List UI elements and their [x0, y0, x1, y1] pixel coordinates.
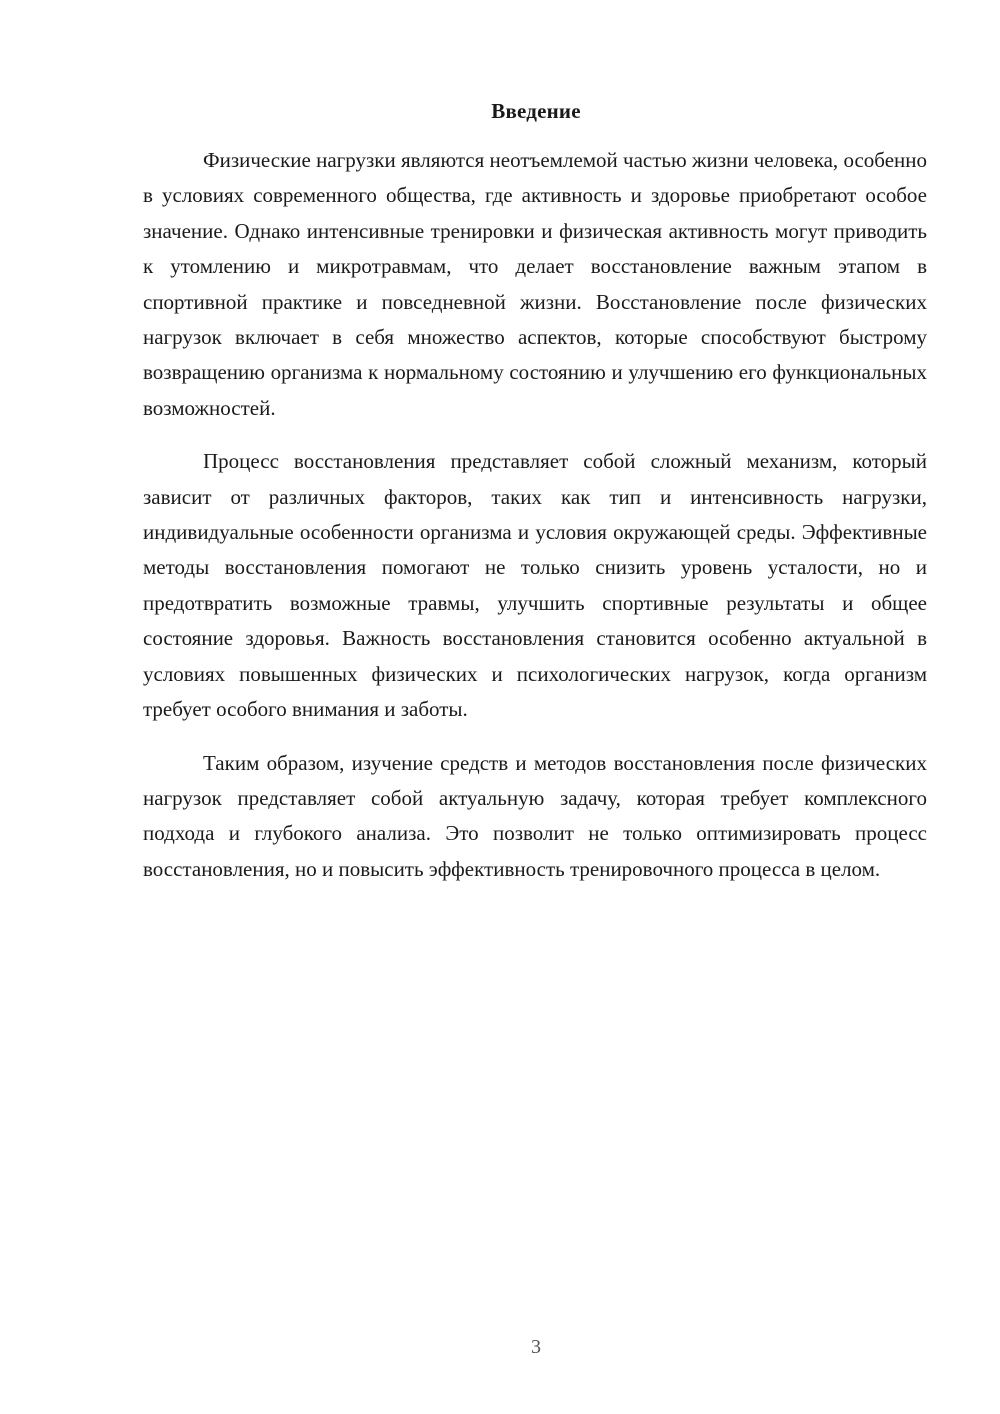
paragraph-1: Физические нагрузки являются неотъемлемой частью жизни человека, особенно в условиях современного общества, где активность и здоровье приобретают особое значение. Однако интенсивные тренировки и физическая активность могут приводить к утомлению и микротравмам, что делает восстановление важным этапом в спортивной практике и повседневной жизни. Восстановление после физических нагрузок включает в себя множество аспектов, которые способствуют быстрому возвращению организма к нормальному состоянию и улучшению его функциональных возможностей. — [143, 148, 927, 420]
page-number: 3 — [531, 1336, 541, 1358]
section-heading: Введение — [491, 99, 581, 123]
paragraph-3: Таким образом, изучение средств и методов восстановления после физических нагрузок представляет собой актуальную задачу, которая требует комплексного подхода и глубокого анализа. Это позволит не только оптимизировать процесс восстановления, но и повысить эффективность тренировочного процесса в целом. — [143, 750, 927, 881]
paragraph-2: Процесс восстановления представляет собой сложный механизм, который зависит от различных факторов, таких как тип и интенсивность нагрузки, индивидуальные особенности организма и условия окружающей среды. Эффективные методы восстановления помогают не только снизить уровень усталости, но и предотвратить возможные травмы, улучшить спортивные результаты и общее состояние здоровья. Важность восстановления становится особенно актуальной в условиях повышенных физических и психологических нагрузок, когда организм требует особого внимания и заботы. — [143, 449, 927, 722]
body-text — [143, 143, 927, 887]
